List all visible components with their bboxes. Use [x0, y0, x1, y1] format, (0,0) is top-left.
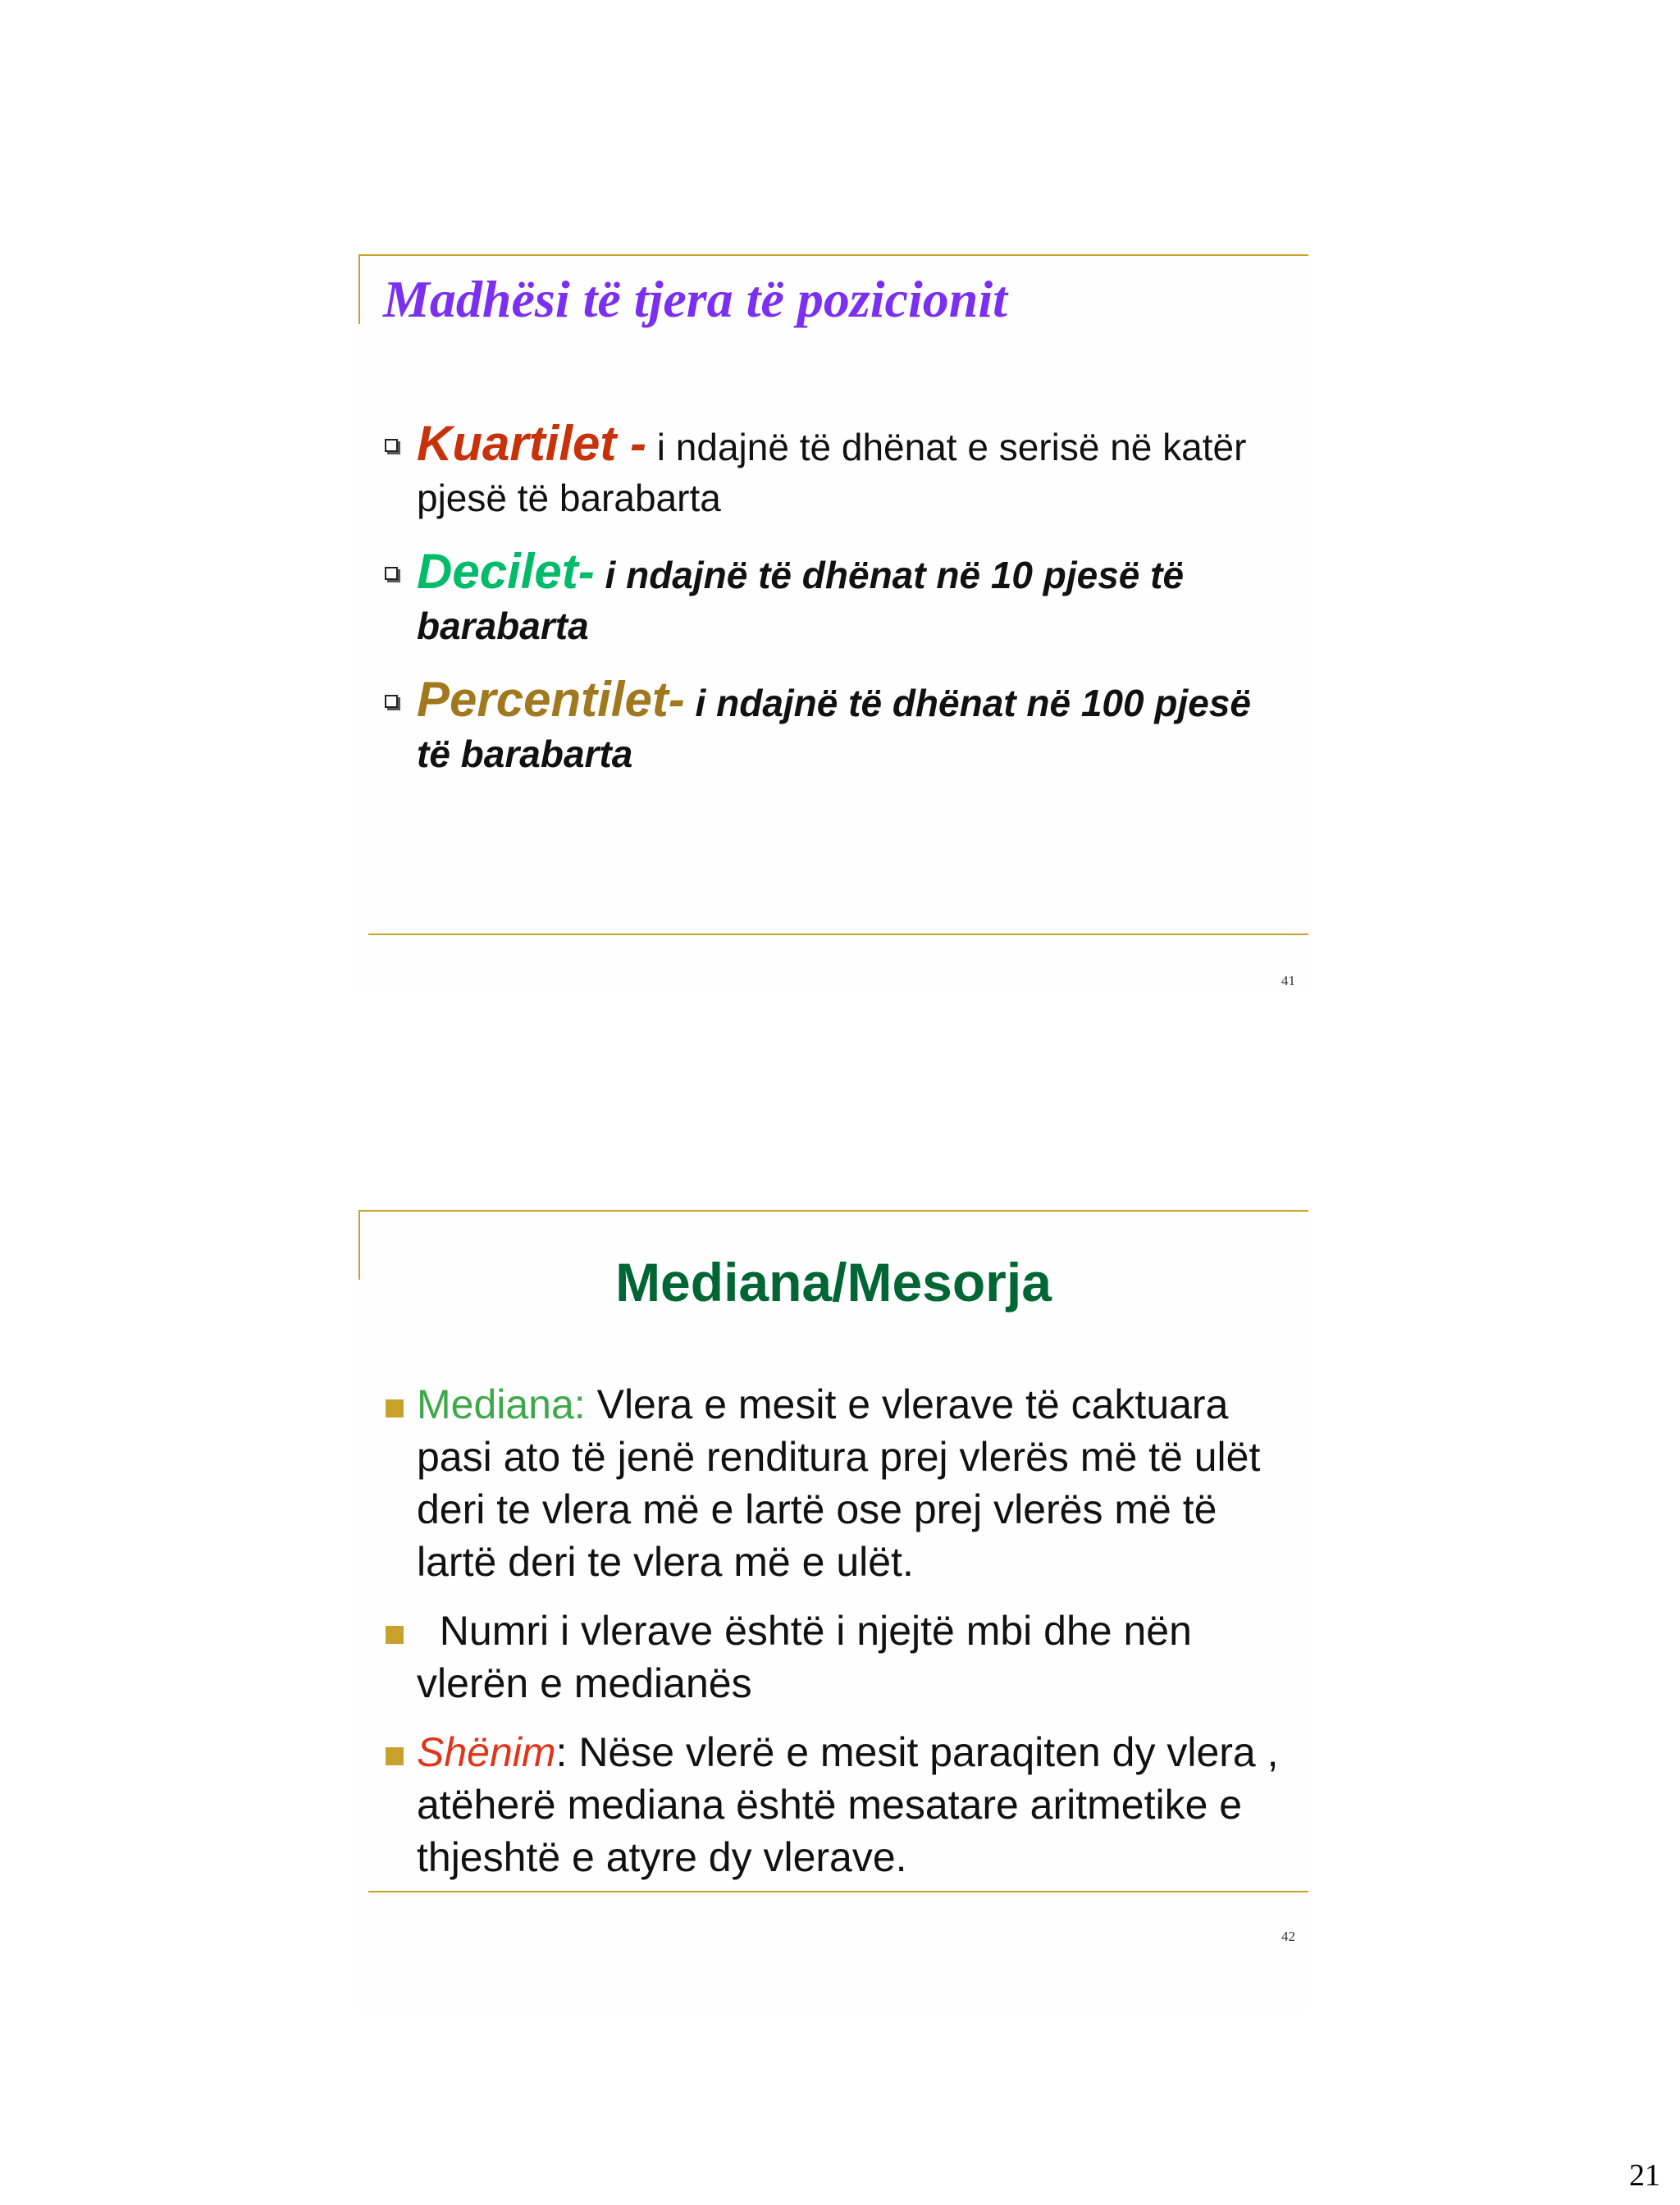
list-item [383, 1378, 1294, 1588]
term-description: i ndajnë të dhënat në 10 pjesë të barabarta [417, 554, 1185, 647]
page-number: 21 [1629, 2158, 1660, 2193]
slide-frame-bottom [368, 1891, 1308, 1892]
term-description: i ndajnë të dhënat e serisë në katër pjesë të barabarta [417, 426, 1247, 519]
term-label: Decilet- [417, 544, 595, 599]
list-item [383, 1726, 1294, 1883]
slide-42 [358, 1210, 1308, 2010]
square-bullet-icon [386, 1399, 404, 1418]
note-label: Shënim [417, 1729, 556, 1775]
slide-frame-left [358, 254, 360, 324]
list-item [383, 546, 1294, 651]
term-label: Percentilet- [417, 672, 685, 727]
slide-number: 42 [1281, 1929, 1295, 1944]
list-item [383, 418, 1294, 523]
slide-41 [358, 254, 1308, 993]
checkbox-bullet-icon [385, 439, 398, 452]
square-bullet-icon [386, 1747, 404, 1765]
list-item [383, 1605, 1294, 1710]
term-label: Mediana: [417, 1381, 586, 1427]
note-text: : Nëse vlerë e mesit paraqiten dy vlera , atëherë mediana është mesatare aritmetike e thjeshtë e atyre dy vlerave. [417, 1729, 1279, 1880]
checkbox-bullet-icon [385, 567, 398, 580]
term-label: Kuartilet - [417, 416, 647, 471]
term-description: Vlera e mesit e vlerave të caktuara pasi ato të jenë renditura prej vlerës më të ulët deri te vlera më e lartë ose prej vlerës më të lartë deri te vlera më e ulët. [417, 1381, 1261, 1585]
item-text: Numri i vlerave është i njejtë mbi dhe nën vlerën e medianës [417, 1608, 1203, 1706]
slide-title: Madhësi të tjera të pozicionit [383, 270, 1007, 328]
slide-title: Mediana/Mesorja [615, 1252, 1052, 1312]
slide-number: 41 [1281, 973, 1295, 988]
square-bullet-icon [386, 1626, 404, 1644]
checkbox-bullet-icon [385, 695, 398, 708]
slide-frame-top [358, 254, 1308, 256]
slide-frame-bottom [368, 934, 1308, 935]
term-description: i ndajnë të dhënat në 100 pjesë të barabarta [417, 682, 1252, 775]
slide-frame-top [358, 1210, 1308, 1212]
bullet-list [383, 1378, 1294, 1900]
list-item [383, 674, 1294, 779]
bullet-list [383, 418, 1294, 802]
